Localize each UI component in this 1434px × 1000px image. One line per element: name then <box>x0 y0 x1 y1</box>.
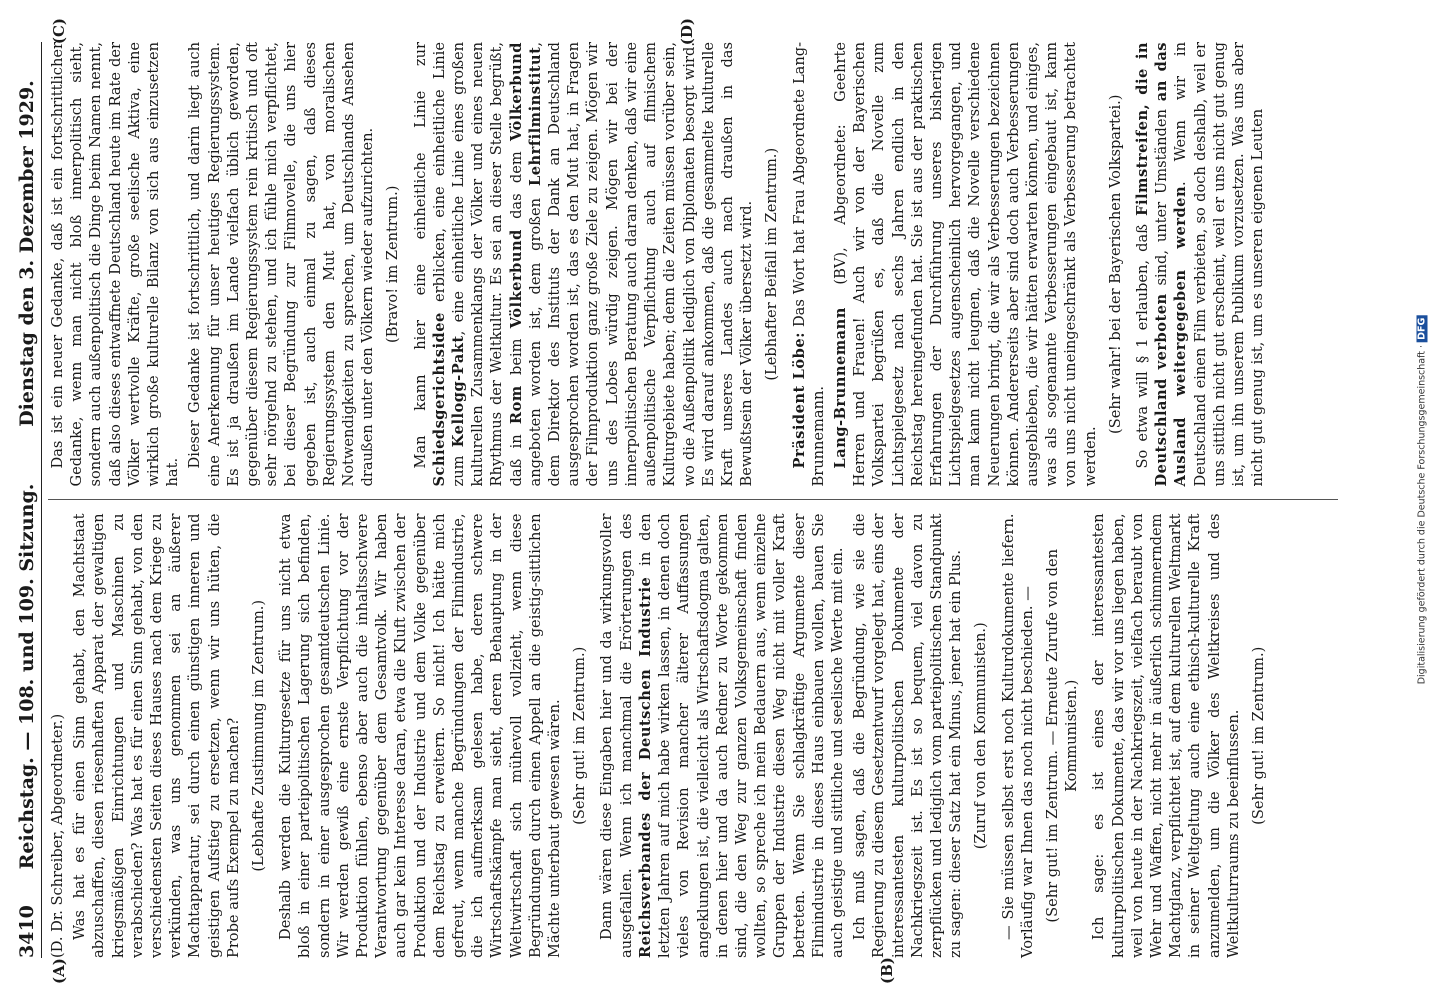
paragraph: Man kann hier eine einheitliche Linie zur Schiedsgerichtsidee erblicken, eine einheitliche Linie zum Kellogg-Pakt, eine einheitliche Linie eines großen kulturellen Zusammenklangs der Völker und eines neuen Rhythmus der Weltkultur. Es sei an dieser Stelle begrüßt, daß in Rom beim Völkerbund das dem Völkerbund angeboten worden ist, dem großen Lehrfilminstitut, dem Direktor des Instituts der Dank an Deutschland ausgesprochen worden ist, das es den Mut hat, in Fragen der Filmproduktion ganz große Ziele zu zeigen. Mögen wir uns des Lobes würdig zeigen. Mögen wir bei der innerpolitischen Beratung auch daran denken, daß wir eine außenpolitische Verpflichtung auch auf filmischem Kulturgebiete haben; denn die Zeiten müssen vorüber sein, wo die Außenpolitik lediglich von Diplomaten besorgt wird. Es wird darauf ankommen, daß die gesammelte kulturelle Kraft unseres Landes auch nach draußen in das Bewußtsein der Völker übersetzt wird. <box>411 42 756 487</box>
bold-term: Reichsverbandes der Deutschen Industrie <box>636 576 654 958</box>
running-header <box>16 42 42 958</box>
interjection-note: (Sehr gut! im Zentrum. — Erneute Zurufe von den Kommunisten.) <box>1043 548 1081 923</box>
applause-note: (Sehr gut! im Zentrum.) <box>571 646 589 825</box>
running-head-left: Reichstag. — 108. und 109. Sitzung. <box>16 483 38 870</box>
margin-mark-b: (B) <box>878 957 896 984</box>
margin-mark-d: (D) <box>678 18 696 46</box>
paragraph: Was hat es für einen Sinn gehabt, den Machtstaat abzuschaffen, diesen riesenhaften Apparat der gewaltigen kriegsmäßigen Einrichtungen und Maschinen zu verabschieden? Was hat es für einen Sinn gehabt, von den verschiedensten Seiten dieses Hauses nach dem Kriege zu verkünden, was uns genommen sei an äußerer Machtapparatur, sei durch einen günstigen inneren und geistigen Aufstieg zu ersetzen, wenn wir uns hüten, die Probe aufs Exempel zu machen? <box>71 513 242 958</box>
applause-note: (Bravo! im Zentrum.) <box>384 185 402 343</box>
text-columns <box>48 18 1338 984</box>
column-rule <box>48 500 1338 501</box>
margin-mark-c: (C) <box>50 18 68 45</box>
speaker-name: Lang-Brunnemann <box>831 307 849 469</box>
paragraph: So etwa will § 1 erlauben, daß Filmstreifen, die in Deutschland verboten sind, unter Umständen an das Ausland weitergegeben werden. Wenn wir in Deutschland einen Film verbieten, so doch deshalb, weil er uns sittlich nicht gut erscheint, weil er uns nicht gut genug ist, um ihn unserem Publikum vorzusetzen. Was uns aber nicht gut genug ist, um es unseren eigenen Leuten <box>1133 41 1267 487</box>
applause-note: (Sehr wahr! bei der Bayerischen Volkspartei.) <box>1106 94 1124 434</box>
digitization-credit: Digitalisierung gefördert durch die Deutsche Forschungsgemeinschaft · DFG <box>1416 317 1428 685</box>
page-number: 3410 <box>16 905 38 958</box>
applause-note: (Lebhafte Zustimmung im Zentrum.) <box>250 599 268 872</box>
interjection-note: (Zuruf von den Kommunisten.) <box>972 622 990 850</box>
paragraph: Deshalb werden die Kulturgesetze für uns nicht etwa bloß in einer parteipolitischen Lagerung sich befinden, sondern in einer ausgesprochen gesamtdeutschen Linie. Wir werden gewiß eine ernste Verpflichtung vor der Produktion fühlen, ebenso aber auch die inhaltsschwere Verantwortung gegenüber dem Gesamtvolk. Wir haben auch gar kein Interesse daran, etwa die Kluft zwischen der Produktion und der Industrie und dem Volke gegenüber dem Reichstag zu erweitern. So nicht! Ich hätte mich gefreut, wenn manche Begründungen der Filmindustrie, die ich aufmerksam gelesen habe, deren schwere Wirtschaftskämpfe man sieht, deren Behauptung in der Weltwirtschaft sich mühevoll vollzieht, wenn diese Begründungen durch einen Appell an die geistig-sittlichen Mächte unterbaut gewesen wären. <box>277 513 564 958</box>
rotated-document-page <box>10 18 1390 984</box>
paragraph: Ich sage: es ist eines der interessantesten kulturpolitischen Dokumente, das wir vor uns liegen haben, weil von heute in der Nachkriegszeit, vielfach beraubt von Wehr und Waffen, nicht mehr in äußerlich schimmerndem Machtglanz, verpflichtet ist, auf dem kulturellen Weltmarkt in seiner Weltgeltung auch eine ethisch-kulturelle Kraft anzumelden, um die Völker des Weltkreises und des Weltkulturraums zu beeinflussen. <box>1090 513 1242 958</box>
running-head-right: Dienstag den 3. Dezember 1929. <box>16 80 38 427</box>
right-column <box>48 18 1338 487</box>
paragraph: Ich muß sagen, daß die Begründung, wie sie die Regierung zu diesem Gesetzentwurf vorgelegt hat, eins der interessantesten kulturpolitischen Dokumente der Nachkriegszeit ist. Es ist so bequem, viel davon zu zerpflücken und lediglich vom parteipolitischen Standpunkt zu sagen: dieser Satz hat ein Minus, jener hat ein Plus. <box>851 513 965 958</box>
left-column <box>48 513 1338 984</box>
applause-note: (Sehr gut! im Zentrum.) <box>1249 646 1267 825</box>
dfg-logo: DFG <box>1416 317 1428 340</box>
margin-mark-a: (A) <box>50 958 68 984</box>
speaker-paragraph: Lang-Brunnemann (BV), Abgeordnete: Geehrte Herren und Frauen! Auch wir von der Bayerischen Volkspartei begrüßen es, daß die Novelle zum Lichtspielgesetz nach sechs Jahren endlich in den Reichstag hereingefunden hat. Sie ist aus der praktischen Erfahrungen der Durchführung unseres bisherigen Lichtspielgesetzes augenscheinlich hervorgegangen, und man kann nicht leugnen, daß die Novelle verschiedene Neuerungen bringt, die wir als Verbesserungen bezeichnen können. Andererseits aber sind doch auch Verbesserungen ausgeblieben, die wir hätten erwarten können, und einiges, was als sogenannte Verbesserungen eingebaut ist, kann von uns nicht uneingeschränkt als Verbesserung betrachtet werden. <box>831 42 1099 487</box>
president-statement: Präsident Löbe: Das Wort hat Frau Abgeordnete Lang-Brunnemann. <box>790 41 827 487</box>
speaker-line: (D. Dr. Schreiber, Abgeordneter.) <box>49 713 66 958</box>
paragraph: — Sie müssen selbst erst noch Kulturdokumente liefern. Vorläufig war Ihnen das noch nicht beschieden. — <box>999 513 1036 958</box>
paragraph: Dann wären diese Eingaben hier und da wirkungsvoller ausgefallen. Wenn ich manchmal die Erörterungen des Reichsverbandes der Deutschen Industrie in den letzten Jahren auf mich habe wirken lassen, in denen doch vieles von Revision mancher älterer Auffassungen angeklungen ist, die vielleicht als Wirtschaftsdogma galten, in denen hier und da auch Redner zu Worte gekommen sind, die den Weg zur ganzen Volksgemeinschaft finden wollten, so spreche ich mein Bedauern aus, wenn einzelne Gruppen der Industrie diesen Weg nicht mit voller Kraft betreten. Wenn Sie schlagkräftige Argumente dieser Filmindustrie in dieses Haus einbauen wollen, bauen Sie auch geistige und sittliche und seelische Werte mit ein. <box>598 513 846 958</box>
paragraph: Dieser Gedanke ist fortschrittlich, und darin liegt auch eine Anerkennung für unser heutiges Regierungssystem. Es ist ja draußen im Lande vielfach üblich geworden, gegenüber diesem Regierungssystem rein kritisch und oft sehr nörgelnd zu stehen, und ich fühle mich verpflichtet, bei dieser Begründung zur Filmnovelle, die uns hier gegeben ist, auch einmal zu sagen, daß dieses Regierungssystem den Mut hat, von moralischen Notwendigkeiten zu sprechen, um Deutschlands Ansehen draußen unter den Völkern wieder aufzurichten. <box>186 42 377 487</box>
paragraph: Das ist ein neuer Gedanke, daß ist ein fortschrittlicher Gedanke, wenn man nicht bloß innerpolitisch sieht, sondern auch außenpolitisch die Dinge beim Namen nennt, daß also dieses entwaffnete Deutschland heute im Rate der Völker wertvolle Kräfte, große seelische Aktiva, eine wirklich große kulturelle Bilanz von sich aus einzusetzen hat. <box>49 42 182 487</box>
president-label: Präsident Löbe: <box>790 332 808 469</box>
applause-note: (Lebhafter Beifall im Zentrum.) <box>763 147 781 381</box>
credit-text: Digitalisierung gefördert durch die Deutsche Forschungsgemeinschaft <box>1416 350 1428 685</box>
